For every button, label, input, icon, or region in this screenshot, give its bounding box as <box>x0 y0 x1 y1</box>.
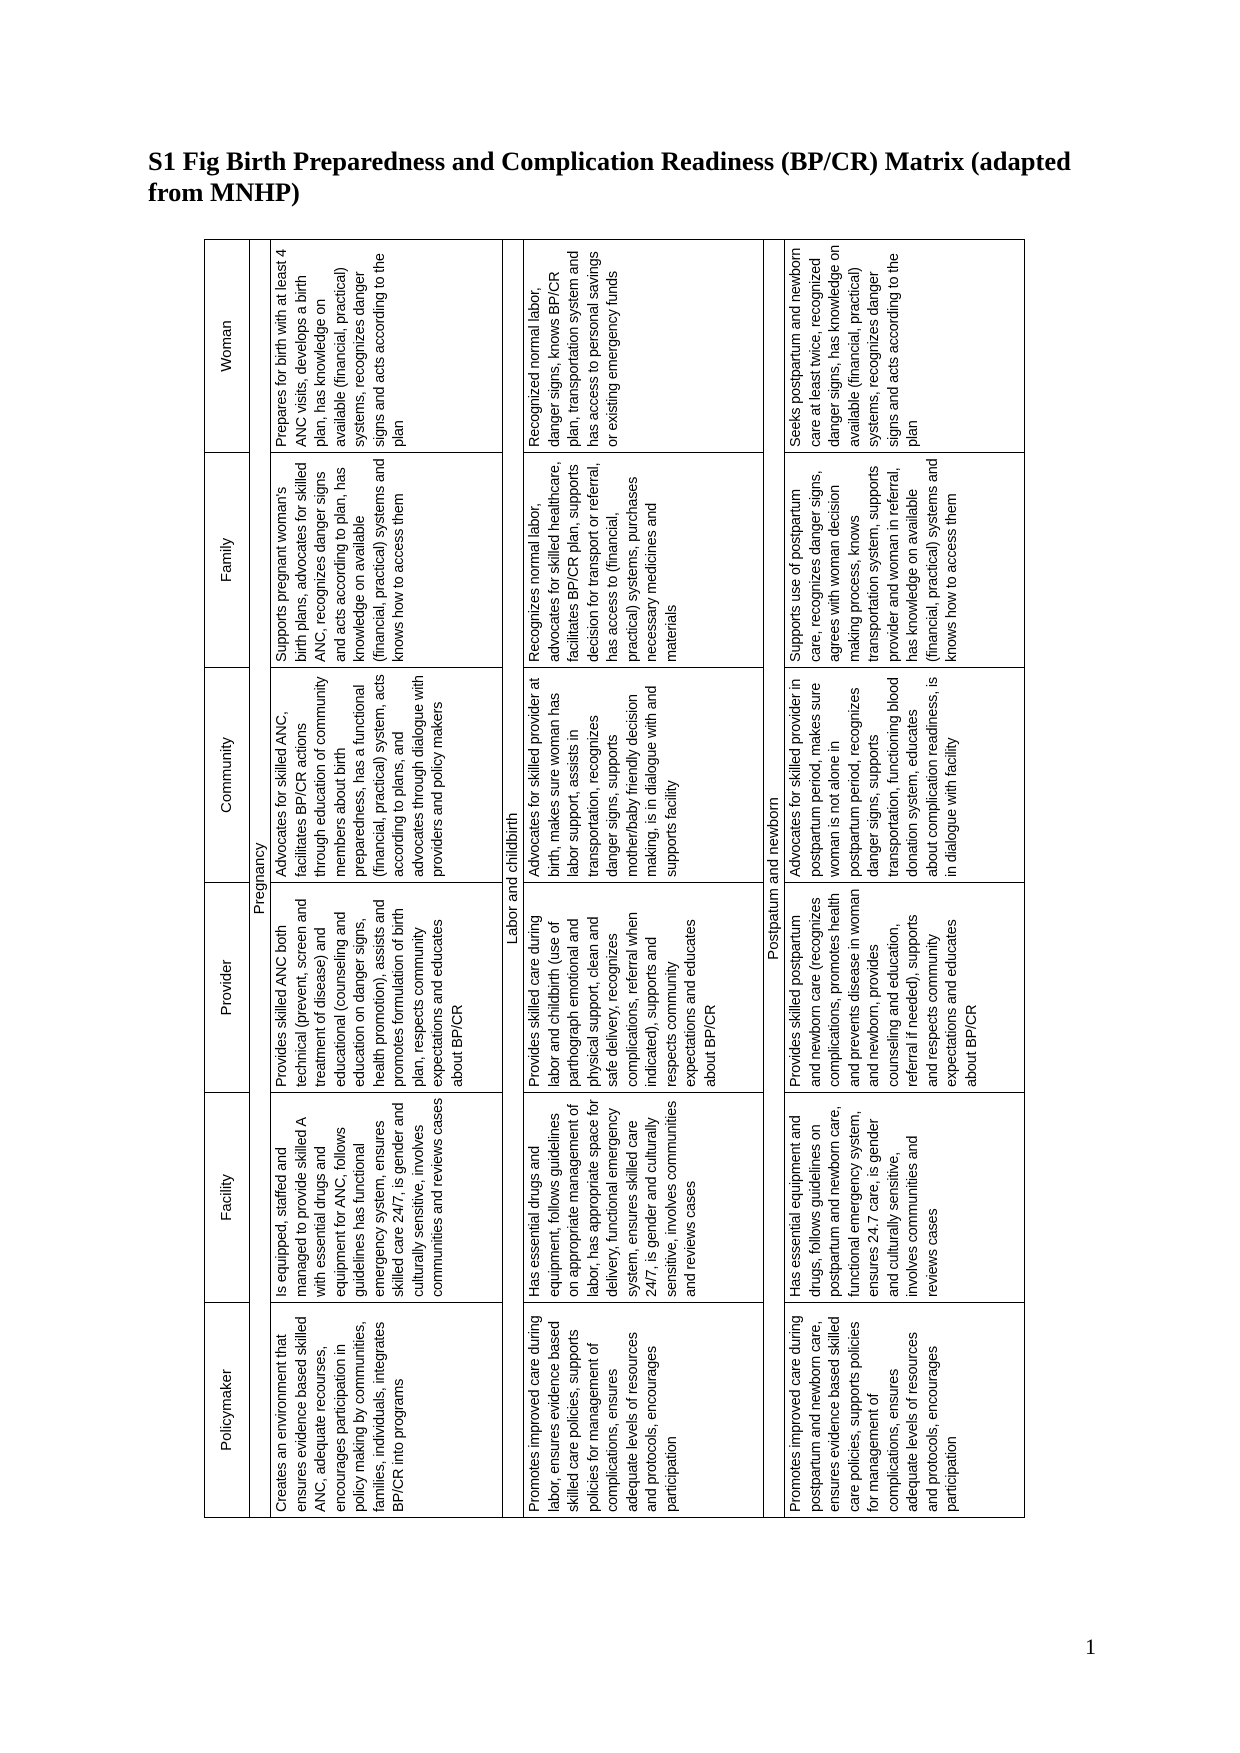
table-cell: Advocates for skilled provider at birth, makes sure woman has labor support, assists in transportation, recognizes danger signs, supports mother/baby friendly decision making, is in dialogue with and supports facility <box>524 668 764 883</box>
table-cell: Promotes improved care during postpartum and newborn care, ensures evidence based skilled care policies, supports policies for management of complications, ensures adequate levels of resources and protocols, encourages participation <box>785 1303 1025 1518</box>
page-title: S1 Fig Birth Preparedness and Complication Readiness (BP/CR) Matrix (adapted from MNHP) <box>148 146 1071 207</box>
table-row <box>271 240 503 1518</box>
table-cell: Seeks postpartum and newborn care at least twice, recognized danger signs, has knowledge on available (financial, practical) systems, recognizes danger signs and acts according to the plan <box>785 240 1025 453</box>
stage-row-labor <box>503 240 524 1518</box>
stage-label: Pregnancy <box>250 240 271 1518</box>
column-header-family: Family <box>205 453 250 668</box>
stage-label: Labor and childbirth <box>503 240 524 1518</box>
table-row <box>524 240 764 1518</box>
column-header-woman: Woman <box>205 240 250 453</box>
table-cell: Prepares for birth with at least 4 ANC visits, develops a birth plan, has knowledge on available (financial, practical) systems, recognizes danger signs and acts according to the plan <box>271 240 503 453</box>
table-cell: Provides skilled care during labor and childbirth (use of parthograph emotional and physical support, clean and safe delivery, recognizes complications, referral when indicated), supports and respects community expectations and educates about BP/CR <box>524 883 764 1093</box>
column-header-facility: Facility <box>205 1093 250 1303</box>
page-number: 1 <box>1085 1634 1096 1659</box>
table-cell: Promotes improved care during labor, ensures evidence based skilled care policies, supports policies for management of complications, ensures adequate levels of resources and protocols, encourages participation <box>524 1303 764 1518</box>
column-header-policymaker: Policymaker <box>205 1303 250 1518</box>
header-row <box>205 240 250 1518</box>
stage-row-pregnancy <box>250 240 271 1518</box>
table-cell: Creates an environment that ensures evidence based skilled ANC, adequate recourses, encourages participation in policy making by communities, families, individuals, integrates BP/CR into programs <box>271 1303 503 1518</box>
table-cell: Advocates for skilled ANC, facilitates BP/CR actions through education of community members about birth preparedness, has a functional (financial, practical) system, acts according to plans, and advocates through dialogue with providers and policy makers <box>271 668 503 883</box>
column-header-community: Community <box>205 668 250 883</box>
bpcr-matrix <box>204 240 1008 1518</box>
table-cell: Has essential drugs and equipment, follows guidelines on appropriate management of labor, has appropriate space for delivery, functional emergency system, ensures skilled care 24/7, is gender and culturally sensitive, involves communities and reviews cases <box>524 1093 764 1303</box>
matrix-table <box>204 239 1025 1518</box>
table-cell: Advocates for skilled provider in postpartum period, makes sure woman is not alone in postpartum period, recognizes danger signs, supports transportation, functioning blood donation system, educates about complication readiness, is in dialogue with facility <box>785 668 1025 883</box>
table-row <box>785 240 1025 1518</box>
table-cell: Supports use of postpartum care, recognizes danger signs, agrees with woman decision making process, knows transportation system, supports provider and woman in referral, has knowledge on available (financial, practical) systems and knows how to access them <box>785 453 1025 668</box>
table-cell: Supports pregnant woman's birth plans, advocates for skilled ANC, recognizes danger signs and acts according to plan, has knowledge on available (financial, practical) systems and knows how to access them <box>271 453 503 668</box>
stage-label: Postpatum and newborn <box>764 240 785 1518</box>
table-cell: Is equipped, staffed and managed to provide skilled A with essential drugs and equipment for ANC, follows guidelines has functional emergency system, ensures skilled care 24/7, is gender and culturally sensitive, involves communities and reviews cases <box>271 1093 503 1303</box>
stage-row-postpartum <box>764 240 785 1518</box>
table-cell: Provides skilled postpartum and newborn care (recognizes complications, promotes health and prevents disease in woman and newborn, provides counseling and education, referral if needed), supports and respects community expectations and educates about BP/CR <box>785 883 1025 1093</box>
table-cell: Recognized normal labor, danger signs, knows BP/CR plan, transportation system and has access to personal savings or existing emergency funds <box>524 240 764 453</box>
column-header-provider: Provider <box>205 883 250 1093</box>
table-cell: Has essential equipment and drugs, follows guidelines on postpartum and newborn care, functional emergency system, ensures 24.7 care, is gender and culturally sensitive, involves communities and reviews cases <box>785 1093 1025 1303</box>
table-cell: Recognizes normal labor, advocates for skilled healthcare, facilitates BP/CR plan, supports decision for transport or referral, has access to (financial, practical) systems, purchases necessary medicines and materials <box>524 453 764 668</box>
table-cell: Provides skilled ANC both technical (prevent, screen and treatment of disease) and educational (counseling and education on danger signs, health promotion), assists and promotes formulation of birth plan, respects community expectations and educates about BP/CR <box>271 883 503 1093</box>
